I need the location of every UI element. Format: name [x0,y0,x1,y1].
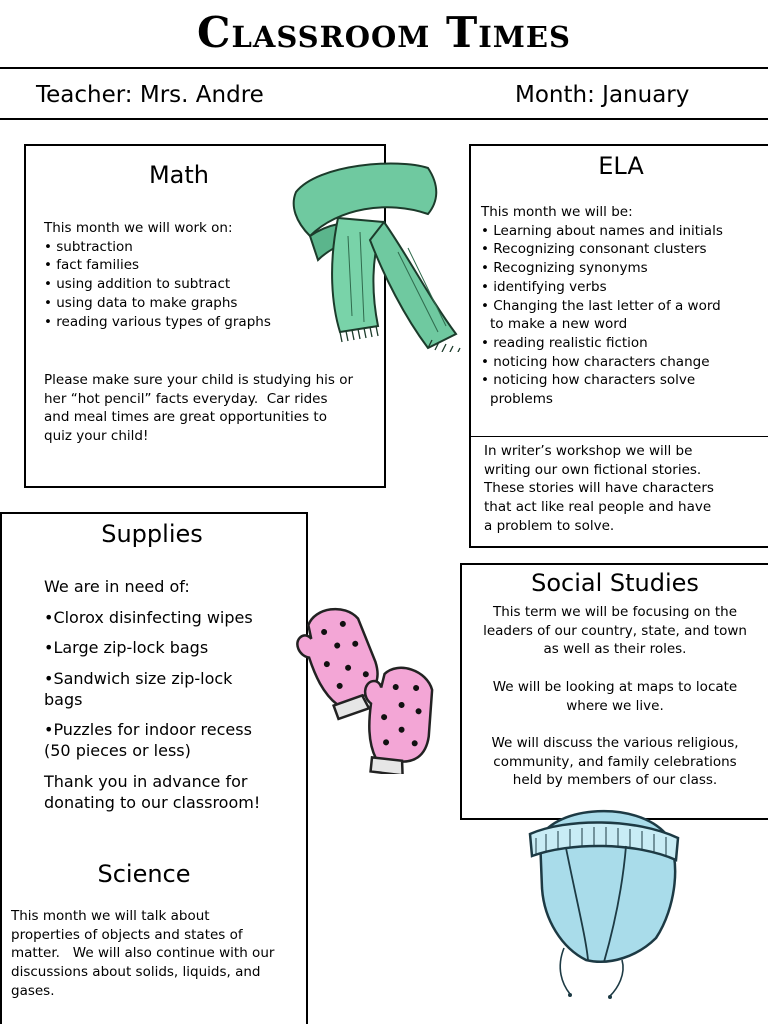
ela-workshop [484,442,714,536]
math-note-line: and meal times are great opportunities to [44,409,327,426]
teacher-label: Teacher: [36,82,133,108]
math-item: • using addition to subtract [44,276,231,293]
month-label: Month: [515,82,595,108]
social-studies-line: as well as their roles. [543,641,687,658]
math-heading: Math [148,161,210,189]
math-note-line: Please make sure your child is studying his or [44,372,354,388]
scarf-icon [288,156,468,352]
ela-workshop-line: a problem to solve. [484,517,615,534]
ela-item: • Changing the last letter of a word [481,297,721,314]
social-studies-section [460,563,768,820]
social-studies-line: leaders of our country, state, and town [483,622,747,639]
ela-workshop-line: In writer’s workshop we will be [484,443,693,459]
supplies-list [44,576,304,822]
math-intro: This month we will work on: [44,220,233,236]
month-value: January [602,82,690,108]
social-studies-line: where we live. [566,697,664,714]
science-heading: Science [97,860,191,888]
social-studies-line: We will discuss the various religious, [491,734,739,751]
ela-divider [471,436,768,437]
teacher-line [36,82,264,108]
social-studies-line: community, and family celebrations [493,753,737,770]
supplies-item: •Puzzles for indoor recess (50 pieces or less) [44,720,252,760]
ela-workshop-line: These stories will have characters [484,480,714,497]
social-studies-line: held by members of our class. [512,772,718,789]
ela-workshop-line: writing our own fictional stories. [484,461,702,478]
teacher-name: Mrs. Andre [139,82,264,108]
ela-heading: ELA [598,152,644,180]
social-studies-text [462,603,768,790]
ela-item: • noticing how characters solve [481,372,696,389]
ela-item: • Recognizing consonant clusters [481,241,707,258]
ela-topics [481,203,723,409]
supplies-item: •Large zip-lock bags [44,638,209,657]
science-line: properties of objects and states of [11,926,243,943]
math-note-line: her “hot pencil” facts everyday. Car rides [44,390,328,407]
ela-item: • Learning about names and initials [481,222,723,239]
science-line: gases. [11,982,55,999]
social-studies-line: We will be looking at maps to locate [492,678,738,695]
header-rule-top [0,67,768,69]
social-studies-heading: Social Studies [531,569,699,597]
math-note-line: quiz your child! [44,428,149,445]
science-line: matter. We will also continue with our [11,945,275,962]
hat-icon [526,798,686,1000]
math-topics [44,219,271,331]
ela-workshop-line: that act like real people and have [484,499,712,516]
math-item: • reading various types of graphs [44,313,271,330]
ela-item: • identifying verbs [481,278,607,295]
ela-item-continued: problems [490,391,553,408]
science-line: discussions about solids, liquids, and [11,964,261,981]
supplies-item: •Clorox disinfecting wipes [44,607,253,627]
ela-item-continued: to make a new word [490,316,628,333]
ela-intro: This month we will be: [481,204,633,220]
ela-item: • noticing how characters change [481,353,710,370]
math-note [44,371,353,446]
supplies-intro: We are in need of: [44,577,190,596]
science-text [11,907,274,1001]
math-item: • fact families [44,257,140,274]
math-item: • using data to make graphs [44,294,238,311]
supplies-thanks: Thank you in advance for donating to our classroom! [44,771,261,812]
ela-item: • reading realistic fiction [481,334,648,351]
science-line: This month we will talk about [11,908,210,924]
supplies-heading: Supplies [101,520,203,548]
social-studies-line: This term we will be focusing on the [492,604,738,620]
ela-section [469,144,768,548]
supplies-section [0,512,308,1024]
ela-item: • Recognizing synonyms [481,260,648,277]
supplies-item: •Sandwich size zip-lock bags [44,668,233,709]
mittens-icon [296,598,466,774]
month-line [515,82,689,108]
math-item: • subtraction [44,238,133,255]
newsletter-title: Classroom Times [197,8,571,57]
header-rule-bottom [0,118,768,120]
